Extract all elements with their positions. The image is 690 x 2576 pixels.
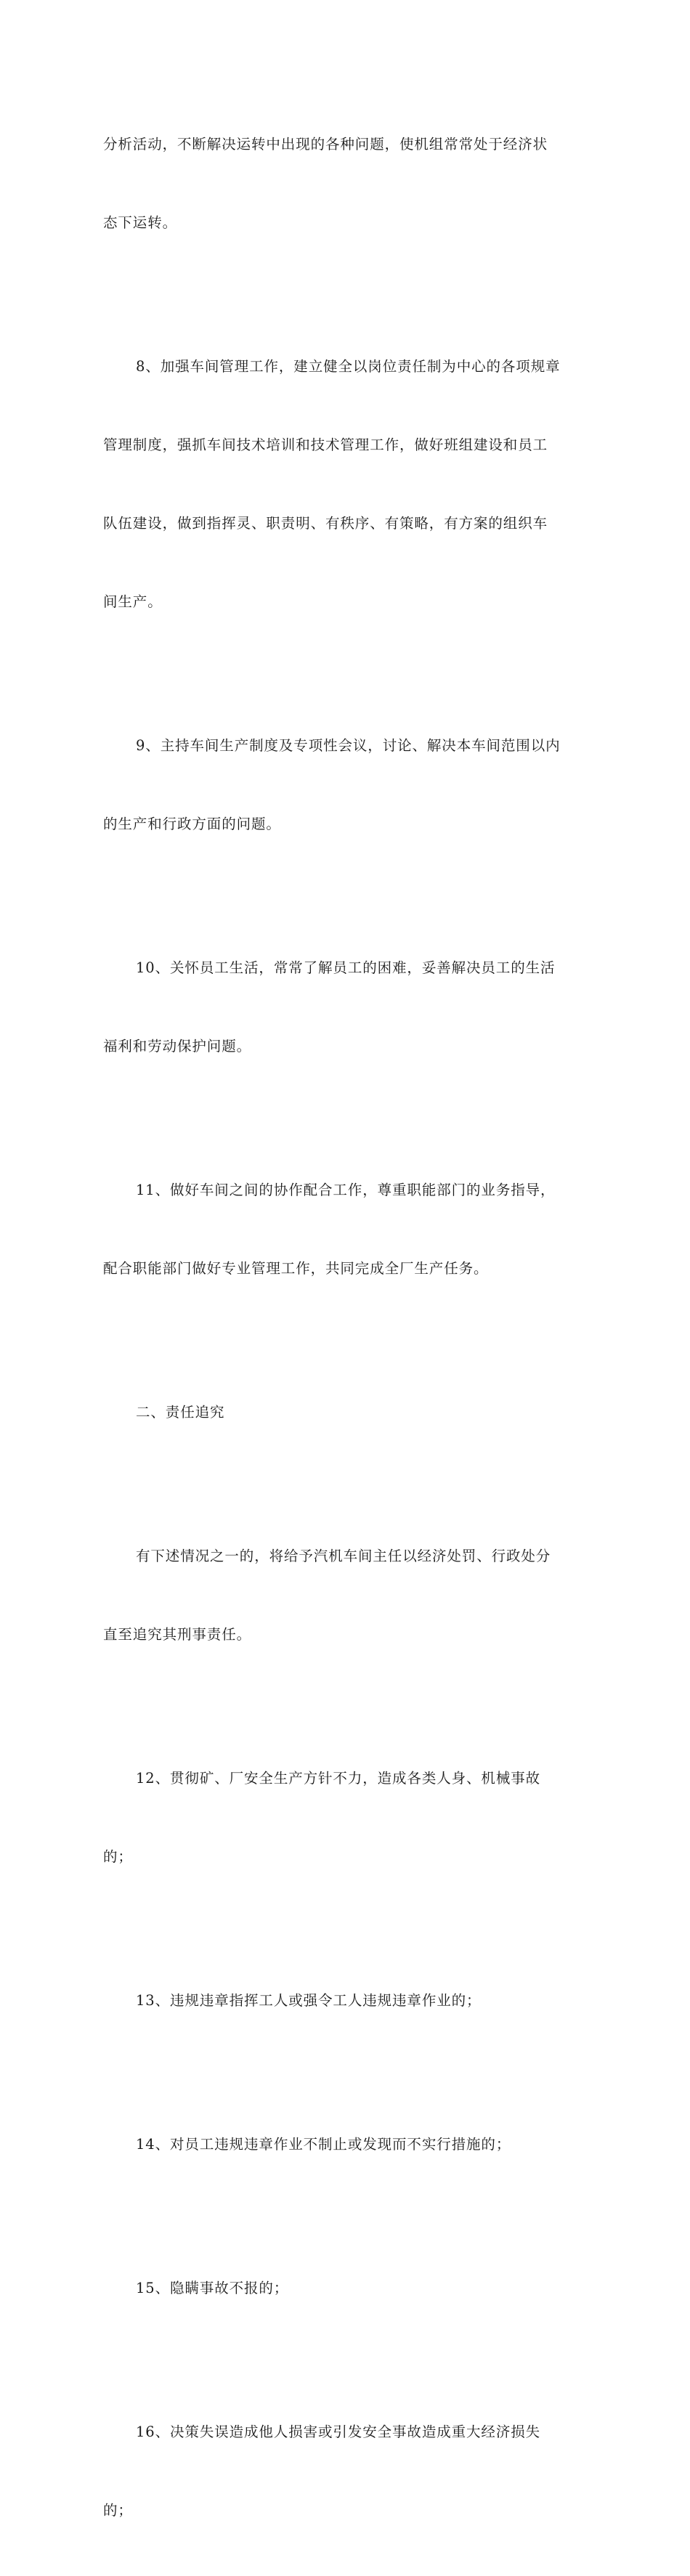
paragraph-line: 的生产和行政方面的问题。 (103, 816, 281, 832)
paragraph-item-9 (103, 680, 590, 890)
paragraph-line: 14、对员工违规违章作业不制止或发现而不实行措施的； (136, 2136, 511, 2153)
paragraph-line: 的； (103, 1848, 133, 1865)
paragraph-item-16 (103, 2367, 590, 2576)
paragraph-line: 管理制度，强抓车间技术培训和技术管理工作，做好班组建设和员工 (103, 436, 548, 453)
section-heading (103, 1347, 590, 1478)
paragraph-line: 16、决策失误造成他人损害或引发安全事故造成重大经济损失 (136, 2423, 541, 2440)
paragraph-line: 分析活动，不断解决运转中出现的各种问题，使机组常常处于经济状 (103, 136, 548, 153)
paragraph-line: 态下运转。 (103, 214, 178, 231)
paragraph-item-11 (103, 1125, 590, 1334)
paragraph-item-10 (103, 903, 590, 1112)
paragraph-line: 9、主持车间生产制度及专项性会议，讨论、解决本车间范围以内 (136, 737, 561, 754)
paragraph-line: 间生产。 (103, 593, 163, 610)
paragraph-item-14 (103, 2079, 590, 2210)
paragraph-item-13 (103, 1935, 590, 2066)
paragraph-line: 11、做好车间之间的协作配合工作，尊重职能部门的业务指导， (136, 1182, 556, 1198)
paragraph-line: 13、违规违章指挥工人或强令工人违规违章作业的； (136, 1992, 482, 2009)
paragraph-line: 12、贯彻矿、厂安全生产方针不力，造成各类人身、机械事故 (136, 1770, 541, 1787)
paragraph-item-8 (103, 301, 590, 667)
document-body (103, 79, 590, 2576)
section-heading-text: 二、责任追究 (136, 1404, 225, 1421)
paragraph-line: 的； (103, 2502, 133, 2519)
paragraph-line: 15、隐瞒事故不报的； (136, 2280, 289, 2296)
paragraph-line: 队伍建设，做到指挥灵、职责明、有秩序、有策略，有方案的组织车 (103, 515, 548, 532)
paragraph-continuation (103, 79, 590, 288)
paragraph-item-12 (103, 1713, 590, 1922)
paragraph-intro (103, 1491, 590, 1700)
paragraph-line: 直至追究其刑事责任。 (103, 1626, 252, 1643)
paragraph-line: 配合职能部门做好专业管理工作，共同完成全厂生产任务。 (103, 1260, 489, 1277)
paragraph-line: 8、加强车间管理工作，建立健全以岗位责任制为中心的各项规章 (136, 358, 561, 375)
paragraph-line: 福利和劳动保护问题。 (103, 1038, 252, 1055)
paragraph-line: 10、关怀员工生活，常常了解员工的困难，妥善解决员工的生活 (136, 959, 556, 976)
paragraph-line: 有下述情况之一的，将给予汽机车间主任以经济处罚、行政处分 (136, 1548, 551, 1564)
paragraph-item-15 (103, 2223, 590, 2354)
